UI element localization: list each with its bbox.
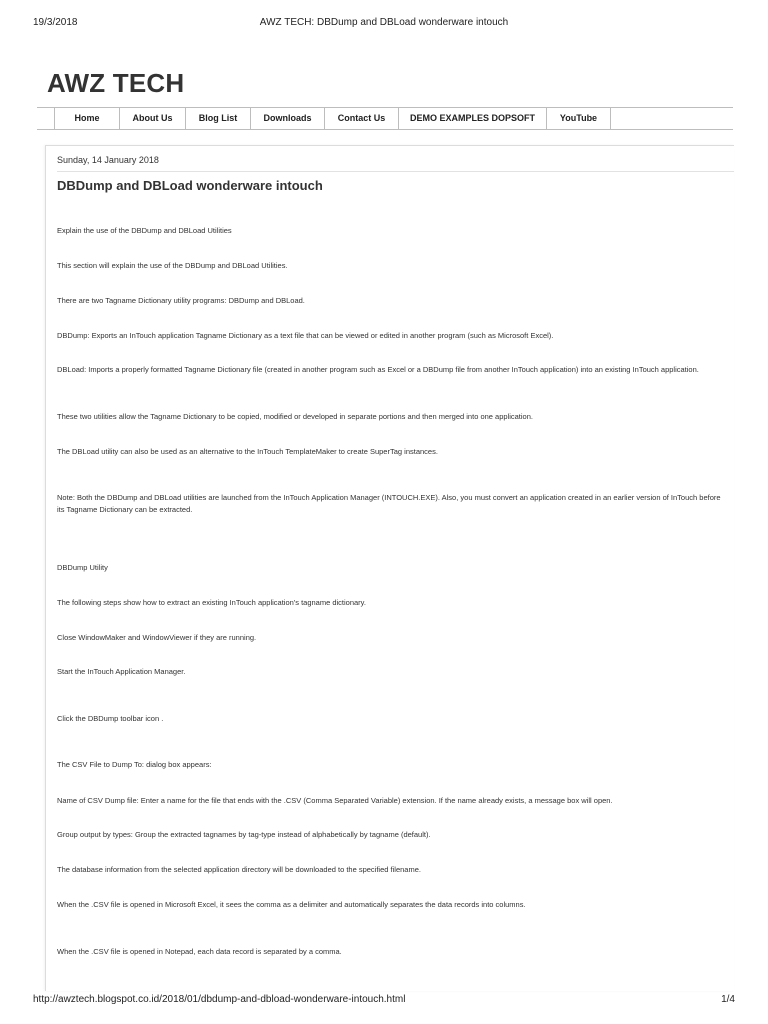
print-header [33, 17, 735, 31]
date-divider [57, 171, 734, 172]
section-heading: DBDump Utility [57, 563, 108, 572]
paragraph: The database information from the selected application directory will be downloaded to the specified filename. [57, 865, 421, 874]
paragraph: Explain the use of the DBDump and DBLoad Utilities [57, 226, 232, 235]
paragraph: Group output by types: Group the extracted tagnames by tag-type instead of alphabetically by tagname (default). [57, 830, 431, 839]
nav-item-about-us[interactable]: About Us [120, 108, 186, 129]
print-date: 19/3/2018 [33, 17, 78, 28]
nav-item-demo-examples-dopsoft[interactable]: DEMO EXAMPLES DOPSOFT [399, 108, 547, 129]
paragraph: Name of CSV Dump file: Enter a name for the file that ends with the .CSV (Comma Separated Variable) extension. If the name already exists, a message box will open. [57, 796, 613, 805]
nav-item-contact-us[interactable]: Contact Us [325, 108, 399, 129]
page-url[interactable]: http://awztech.blogspot.co.id/2018/01/dbdump-and-dbload-wonderware-intouch.html [33, 994, 406, 1005]
paragraph: DBLoad: Imports a properly formatted Tagname Dictionary file (created in another program such as Excel or a DBDump file from another InTouch application) into an existing InTouch application. [57, 365, 699, 374]
blog-post [45, 145, 734, 991]
paragraph: Start the InTouch Application Manager. [57, 667, 186, 676]
post-title[interactable]: DBDump and DBLoad wonderware intouch [57, 178, 323, 193]
nav-item-home[interactable]: Home [54, 108, 120, 129]
paragraph: These two utilities allow the Tagname Dictionary to be copied, modified or developed in separate portions and then merged into one application. [57, 412, 533, 421]
post-date: Sunday, 14 January 2018 [57, 155, 159, 165]
nav-item-downloads[interactable]: Downloads [251, 108, 325, 129]
paragraph: This section will explain the use of the DBDump and DBLoad Utilities. [57, 261, 288, 270]
paragraph: The CSV File to Dump To: dialog box appears: [57, 760, 212, 769]
paragraph: There are two Tagname Dictionary utility programs: DBDump and DBLoad. [57, 296, 305, 305]
nav-bar [37, 107, 733, 130]
print-page-title: AWZ TECH: DBDump and DBLoad wonderware intouch [259, 17, 509, 28]
paragraph: DBDump: Exports an InTouch application Tagname Dictionary as a text file that can be viewed or edited in another program (such as Microsoft Excel). [57, 331, 554, 340]
paragraph: When the .CSV file is opened in Notepad, each data record is separated by a comma. [57, 947, 342, 956]
paragraph: Note: Both the DBDump and DBLoad utilities are launched from the InTouch Application Manager (INTOUCH.EXE). Also, you must convert an application created in an earlier version of InTouch before its Tagname Dictionary can be extracted. [57, 493, 721, 514]
paragraph: Close WindowMaker and WindowViewer if they are running. [57, 633, 257, 642]
paragraph: Click the DBDump toolbar icon . [57, 714, 164, 723]
page-number: 1/4 [721, 994, 735, 1005]
paragraph: The following steps show how to extract an existing InTouch application's tagname dictionary. [57, 598, 366, 607]
print-footer [33, 994, 735, 1008]
nav-item-blog-list[interactable]: Blog List [186, 108, 251, 129]
nav-items [54, 108, 611, 129]
paragraph: The DBLoad utility can also be used as an alternative to the InTouch TemplateMaker to create SuperTag instances. [57, 447, 438, 456]
site-title[interactable]: AWZ TECH [47, 68, 185, 98]
paragraph: When the .CSV file is opened in Microsoft Excel, it sees the comma as a delimiter and automatically separates the data records into columns. [57, 900, 526, 909]
nav-item-youtube[interactable]: YouTube [547, 108, 611, 129]
